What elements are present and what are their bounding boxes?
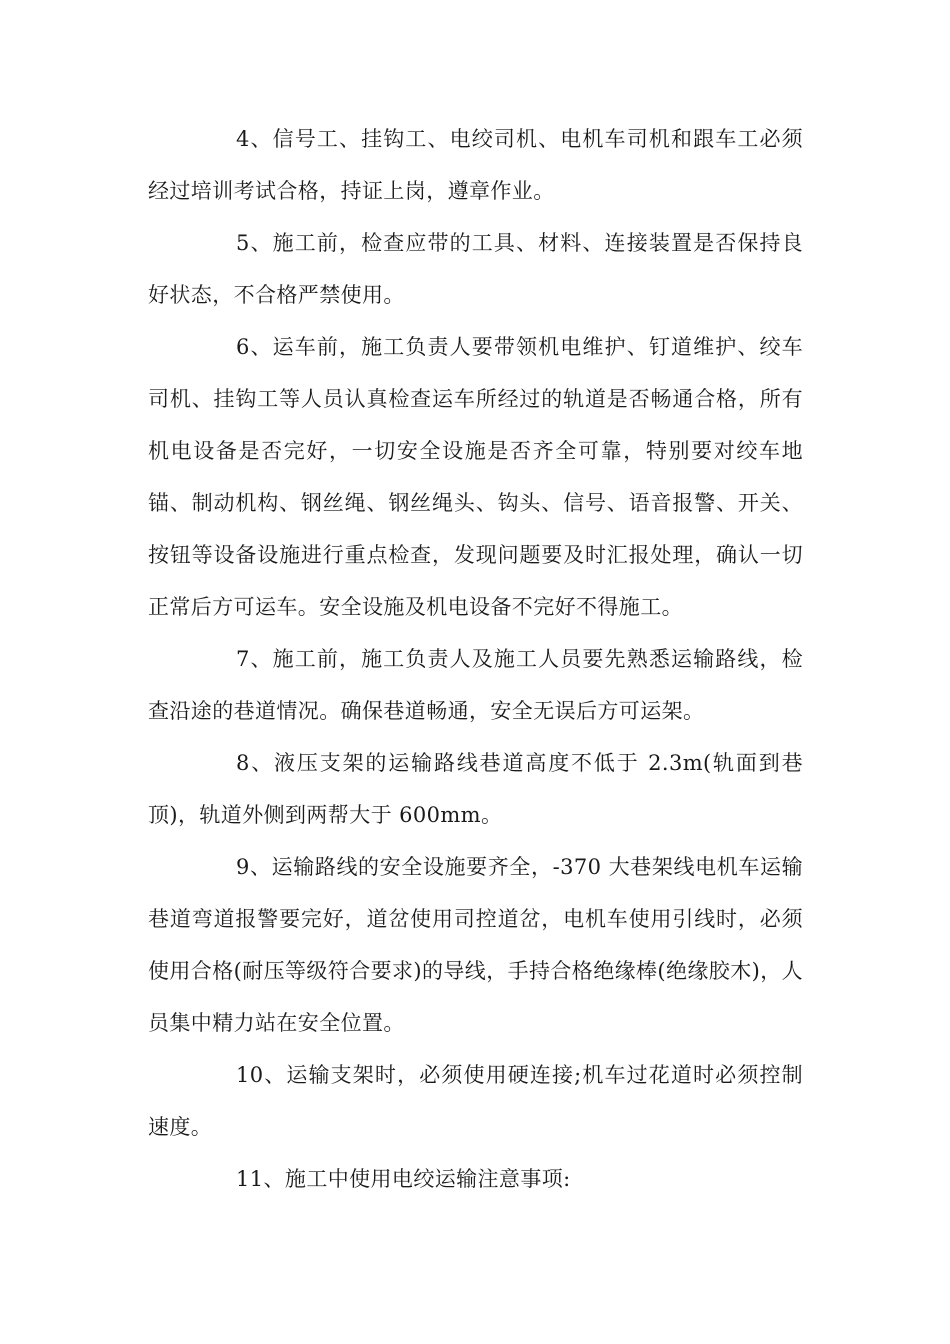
paragraph-item-4: 4、信号工、挂钩工、电绞司机、电机车司机和跟车工必须经过培训考试合格，持证上岗，遵章作业。 (148, 127, 803, 203)
paragraph-item-7: 7、施工前，施工负责人及施工人员要先熟悉运输路线，检查沿途的巷道情况。确保巷道畅通，安全无误后方可运架。 (148, 647, 803, 723)
document-body (148, 113, 803, 1205)
paragraph-item-5: 5、施工前，检查应带的工具、材料、连接装置是否保持良好状态，不合格严禁使用。 (148, 231, 803, 307)
paragraph-item-8: 8、液压支架的运输路线巷道高度不低于 2.3m(轨面到巷顶)，轨道外侧到两帮大于 600mm。 (148, 751, 803, 827)
paragraph-item-9: 9、运输路线的安全设施要齐全，-370 大巷架线电机车运输巷道弯道报警要完好，道岔使用司控道岔，电机车使用引线时，必须使用合格(耐压等级符合要求)的导线，手持合格绝缘棒(绝缘胶木)，人员集中精力站在安全位置。 (148, 855, 803, 1035)
paragraph-item-11: 11、施工中使用电绞运输注意事项: (236, 1167, 571, 1191)
paragraph-item-6: 6、运车前，施工负责人要带领机电维护、钉道维护、绞车司机、挂钩工等人员认真检查运车所经过的轨道是否畅通合格，所有机电设备是否完好，一切安全设施是否齐全可靠，特别要对绞车地锚、制动机构、钢丝绳、钢丝绳头、钩头、信号、语音报警、开关、按钮等设备设施进行重点检查，发现问题要及时汇报处理，确认一切正常后方可运车。安全设施及机电设备不完好不得施工。 (148, 335, 803, 619)
paragraph-item-10: 10、运输支架时，必须使用硬连接;机车过花道时必须控制速度。 (148, 1063, 803, 1139)
